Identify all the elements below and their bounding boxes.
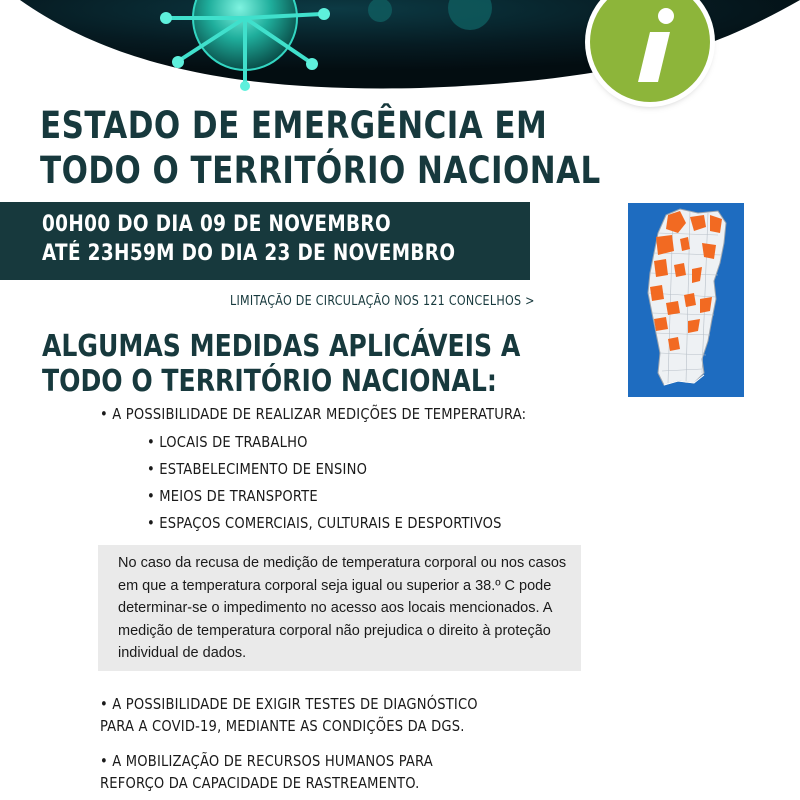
portugal-map-image — [628, 203, 744, 397]
tests-measure-line1: • A POSSIBILIDADE DE EXIGIR TESTES DE DIAGNÓSTICO — [100, 695, 478, 713]
tests-measure — [100, 693, 478, 737]
measures-title-line2: TODO O TERRITÓRIO NACIONAL: — [42, 364, 497, 399]
temperature-note-box — [98, 545, 581, 671]
period-band — [0, 202, 530, 280]
info-badge — [590, 0, 710, 102]
info-icon — [590, 0, 710, 102]
list-item: • ESTABELECIMENTO DE ENSINO — [147, 460, 368, 478]
measures-title-line1: ALGUMAS MEDIDAS APLICÁVEIS A — [42, 329, 521, 364]
page-title — [40, 103, 635, 193]
tracing-measure-line1: • A MOBILIZAÇÃO DE RECURSOS HUMANOS PARA — [100, 752, 433, 770]
temperature-measure: • A POSSIBILIDADE DE REALIZAR MEDIÇÕES DE TEMPERATURA: — [100, 405, 527, 423]
measures-title — [42, 329, 520, 399]
page-title-line1: ESTADO DE EMERGÊNCIA EM — [40, 104, 548, 147]
period-start: 00H00 DO DIA 09 DE NOVEMBRO — [42, 212, 391, 237]
circulation-limits-link[interactable]: LIMITAÇÃO DE CIRCULAÇÃO NOS 121 CONCELHOS > — [230, 294, 535, 309]
temperature-note-text: No caso da recusa de medição de temperatura corporal ou nos casos em que a temperatura corporal seja igual ou superior a 38.º C pode determinar-se o impedimento no acesso aos locais mencionados. A medição de temperatura corporal não prejudica o direito à proteção individual de dados. — [118, 555, 567, 661]
tests-measure-line2: PARA A COVID-19, MEDIANTE AS CONDIÇÕES DA DGS. — [100, 717, 465, 735]
portugal-map[interactable] — [628, 203, 744, 397]
list-item: • MEIOS DE TRANSPORTE — [147, 487, 318, 505]
page-title-line2: TODO O TERRITÓRIO NACIONAL — [40, 149, 601, 192]
list-item: • ESPAÇOS COMERCIAIS, CULTURAIS E DESPORTIVOS — [147, 514, 502, 532]
list-item: • LOCAIS DE TRABALHO — [147, 433, 308, 451]
tracing-measure — [100, 750, 433, 794]
period-end: ATÉ 23H59M DO DIA 23 DE NOVEMBRO — [42, 241, 456, 266]
tracing-measure-line2: REFORÇO DA CAPACIDADE DE RASTREAMENTO. — [100, 774, 420, 792]
